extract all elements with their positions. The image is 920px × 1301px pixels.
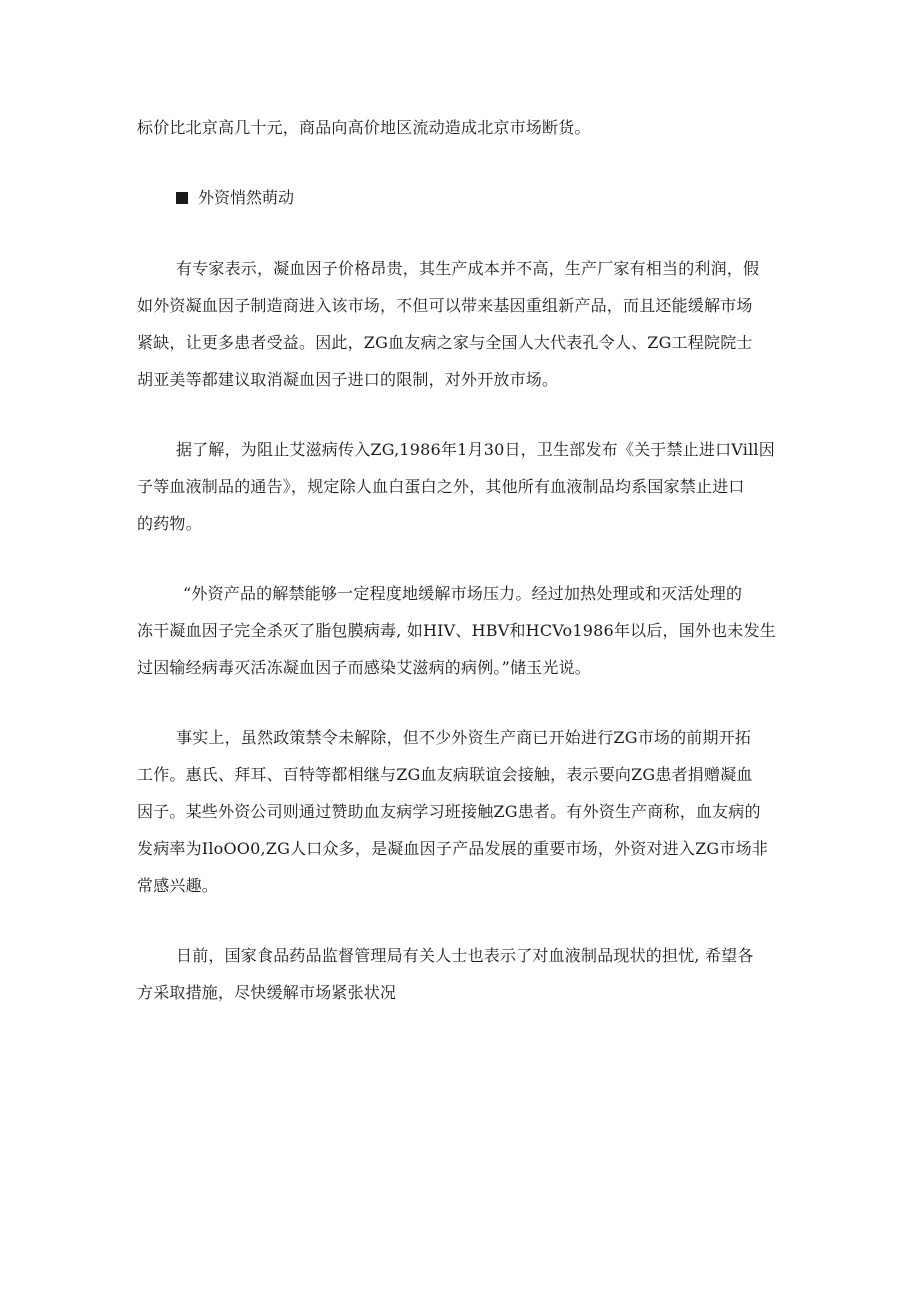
paragraph-4-line-5: 常感兴趣。	[137, 876, 219, 895]
section-heading	[176, 187, 294, 209]
paragraph-5-line-2: 方采取措施，尽快缓解市场紧张状况	[137, 983, 397, 1002]
paragraph-1-line-1: 有专家表示，凝血因子价格昂贵，其生产成本并不高，生产厂家有相当的利润，假	[176, 259, 760, 278]
paragraph-4-line-3: 因子。某些外资公司则通过赞助血友病学习班接触ZG患者。有外资生产商称，血友病的	[137, 802, 761, 821]
paragraph-2-line-3: 的药物。	[137, 514, 202, 533]
paragraph-3-line-1: “外资产品的解禁能够一定程度地缓解市场压力。经过加热处理或和灭活处理的	[183, 584, 743, 603]
paragraph-4-line-1: 事实上，虽然政策禁令未解除，但不少外资生产商已开始进行ZG市场的前期开拓	[176, 728, 752, 747]
paragraph-1-line-4: 胡亚美等都建议取消凝血因子进口的限制，对外开放市场。	[137, 370, 559, 389]
paragraph-2-line-2: 子等血液制品的通告》，规定除人血白蛋白之外，其他所有血液制品均系国家禁止进口	[137, 477, 745, 496]
paragraph-1-line-3: 紧缺，让更多患者受益。因此，ZG血友病之家与全国人大代表孔令人、ZG工程院院士	[137, 333, 753, 352]
paragraph-3-line-2: 冻干凝血因子完全杀灭了脂包膜病毒, 如HIV、HBV和HCVo1986年以后，国外也未发生	[137, 621, 776, 640]
section-heading-text: 外资悄然萌动	[198, 188, 295, 207]
paragraph-3-line-3: 过因输经病毒灭活冻凝血因子而感染艾滋病的病例。”储玉光说。	[137, 658, 591, 677]
paragraph-0-line-1: 标价比北京高几十元，商品向高价地区流动造成北京市场断货。	[137, 118, 591, 137]
paragraph-4-line-2: 工作。惠氏、拜耳、百特等都相继与ZG血友病联谊会接触，表示要向ZG患者捐赠凝血	[137, 765, 753, 784]
paragraph-4-line-4: 发病率为IloOO0,ZG人口众多，是凝血因子产品发展的重要市场，外资对进入ZG市场非	[137, 839, 768, 858]
black-square-icon	[176, 192, 188, 204]
paragraph-1-line-2: 如外资凝血因子制造商进入该市场，不但可以带来基因重组新产品，而且还能缓解市场	[137, 296, 753, 315]
paragraph-2-line-1: 据了解，为阻止艾滋病传入ZG,1986年1月30日，卫生部发布《关于禁止进口Vill因	[176, 440, 775, 459]
paragraph-5-line-1: 日前，国家食品药品监督管理局有关人士也表示了对血液制品现状的担忧, 希望各	[176, 946, 754, 965]
